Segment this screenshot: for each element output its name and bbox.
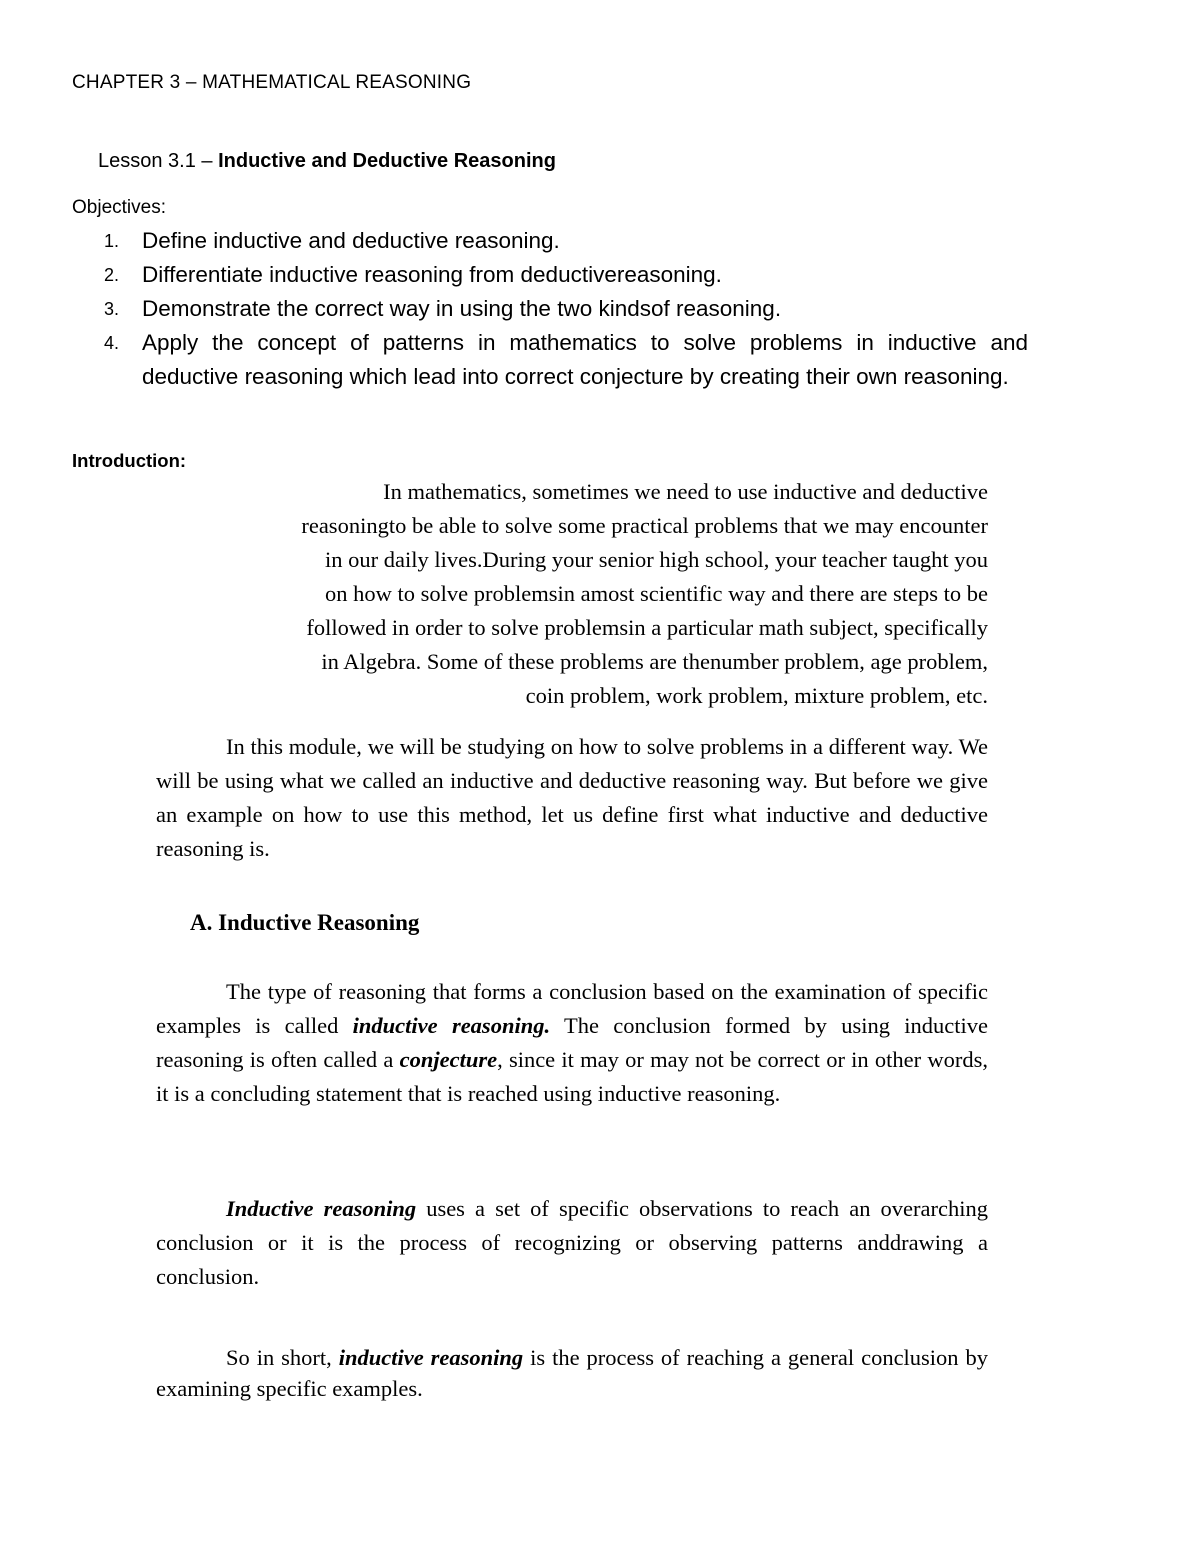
objective-item: [100, 326, 1050, 394]
inductive-summary-paragraph: [156, 1342, 988, 1404]
objective-text: Apply the concept of patterns in mathematics to solve problems in inductive and deductive reasoning which lead into correct conjecture by creating their own reasoning.: [142, 330, 1028, 389]
intro-line: reasoningto be able to solve some practical problems that we may encounter: [301, 513, 988, 538]
objective-number: 2.: [104, 265, 120, 285]
intro-line: coin problem, work problem, mixture problem, etc.: [525, 683, 988, 708]
objective-item: [100, 292, 1050, 326]
objective-item: [100, 224, 1050, 258]
objective-number: 1.: [104, 231, 120, 251]
term-inductive-reasoning: Inductive reasoning: [226, 1196, 417, 1221]
lesson-number: Lesson 3.1 –: [98, 150, 219, 172]
paragraph-text: is the process of reaching a general conclusion by examining specific examples.: [156, 1345, 988, 1401]
lesson-heading: [98, 150, 556, 173]
objective-text: Differentiate inductive reasoning from deductivereasoning.: [142, 262, 722, 287]
intro-paragraph-2-text: In this module, we will be studying on how to solve problems in a different way. We will be using what we called an inductive and deductive reasoning way. But before we give an example on how to use this method, let us define first what inductive and deductive reasoning is.: [156, 734, 988, 861]
term-inductive-reasoning: inductive reasoning.: [352, 1013, 551, 1038]
intro-line: in our daily lives.During your senior high school, your teacher taught you: [325, 547, 988, 572]
intro-line: in Algebra. Some of these problems are thenumber problem, age problem,: [321, 649, 988, 674]
paragraph-text: The conclusion formed by using inductive reasoning is often called a: [156, 1013, 988, 1072]
introduction-label: Introduction:: [72, 450, 187, 471]
objectives-list: [100, 224, 1050, 394]
objective-text: Define inductive and deductive reasoning.: [142, 228, 560, 253]
introduction-paragraph-2: [156, 730, 988, 866]
objective-text: Demonstrate the correct way in using the two kindsof reasoning.: [142, 296, 782, 321]
objective-number: 4.: [104, 333, 120, 353]
intro-line: on how to solve problemsin amost scientific way and there are steps to be: [325, 581, 988, 606]
intro-line: followed in order to solve problemsin a particular math subject, specifically: [306, 615, 988, 640]
term-inductive-reasoning: inductive reasoning: [338, 1345, 524, 1370]
objectives-label: Objectives:: [72, 197, 166, 218]
intro-line: In mathematics, sometimes we need to use inductive and deductive: [383, 479, 988, 504]
section-a-heading: A. Inductive Reasoning: [190, 910, 420, 935]
term-conjecture: conjecture: [399, 1047, 498, 1072]
lesson-title: Inductive and Deductive Reasoning: [218, 150, 556, 172]
objective-number: 3.: [104, 299, 120, 319]
paragraph-text: The type of reasoning that forms a conclusion based on the examination of specific examples is called: [156, 979, 988, 1038]
inductive-definition-paragraph: [156, 975, 988, 1111]
inductive-observation-paragraph: [156, 1192, 988, 1294]
chapter-title: CHAPTER 3 – MATHEMATICAL REASONING: [72, 72, 472, 93]
paragraph-text: , since it may or may not be correct or in other words, it is a concluding statement that is reached using inductive reasoning.: [156, 1047, 988, 1106]
objective-item: [100, 258, 1050, 292]
paragraph-text: So in short,: [226, 1345, 339, 1370]
introduction-paragraph-1: [150, 475, 988, 713]
paragraph-text: uses a set of specific observations to reach an overarching conclusion or it is the process of recognizing or observing patterns anddrawing a conclusion.: [156, 1196, 988, 1289]
